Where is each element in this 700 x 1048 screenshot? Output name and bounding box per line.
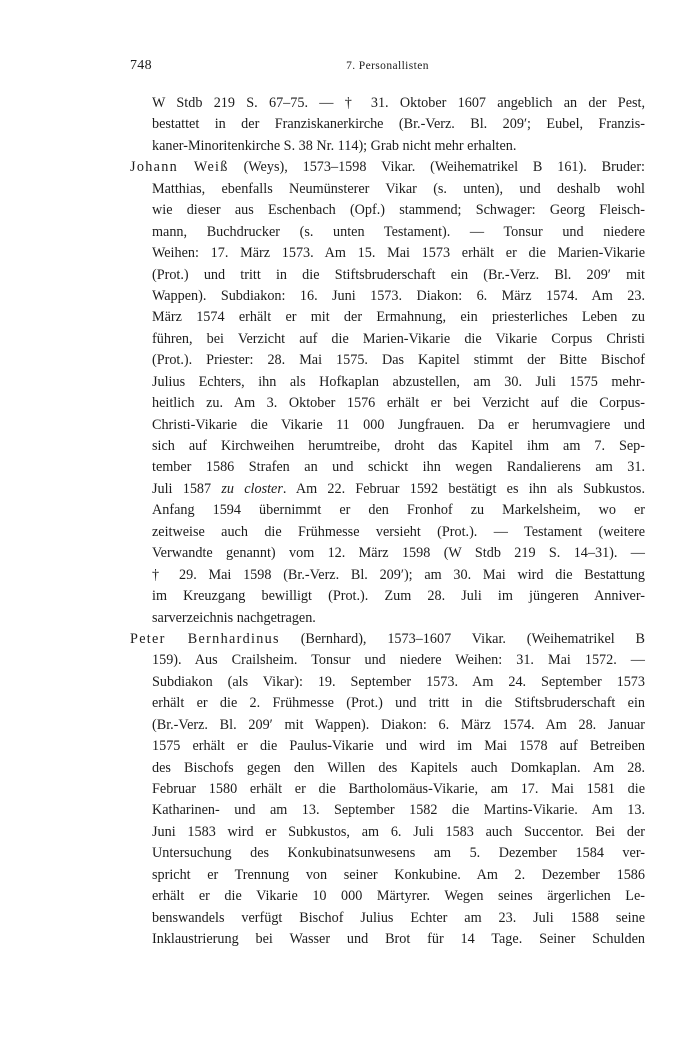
text-line: (Prot.). Priester: 28. Mai 1575. Das Kapitel stimmt der Bitte Bischof <box>152 352 645 369</box>
text-line: Julius Echters, ihn als Hofkaplan abzustellen, am 30. Juli 1575 mehr- <box>152 373 645 390</box>
entry-first-line <box>130 629 645 650</box>
text-line: März 1574 erhält er mit der Ermahnung, ein priesterliches Leben zu <box>152 309 645 326</box>
text-line: zeitweise auch die Frühmesse versieht (Prot.). — Testament (weitere <box>152 523 645 540</box>
text-line: Inklaustrierung bei Wasser und Brot für 14 Tage. Seiner Schulden <box>152 931 645 948</box>
text-line: mann, Buchdrucker (s. unten Testament). — Tonsur und niedere <box>152 223 645 240</box>
text-line: heitlich zu. Am 3. Oktober 1576 erhält er bei Verzicht auf die Corpus- <box>152 395 645 412</box>
text-line: erhält er die Vikarie 10 000 Märtyrer. Wegen seines ärgerlichen Le- <box>152 888 645 905</box>
text-line: 1575 erhält er die Paulus-Vikarie und wird im Mai 1578 auf Betreiben <box>152 738 645 755</box>
text-line: Verwandte genannt) vom 12. März 1598 (W Stdb 219 S. 14–31). — <box>152 545 645 562</box>
running-head: 7. Personallisten <box>346 60 429 72</box>
entry-first-line <box>130 157 645 178</box>
text-line: spricht er Trennung von seiner Konkubine. Am 2. Dezember 1586 <box>152 866 645 883</box>
text-line: Juni 1583 wird er Subkustos, am 6. Juli 1583 auch Succentor. Bei der <box>152 823 645 840</box>
text-line: sich auf Kirchweihen herumtreibe, droht das Kapitel ihm am 7. Sep- <box>152 438 645 454</box>
person-name: Peter Bernhardinus <box>130 630 280 647</box>
text-line: erhält er die 2. Frühmesse (Prot.) und tritt in die Stiftsbruderschaft ein <box>152 695 645 712</box>
person-name: Johann Weiß <box>130 159 229 176</box>
body-text <box>130 93 645 951</box>
text-line: Wappen). Subdiakon: 16. Juni 1573. Diakon: 6. März 1574. Am 23. <box>152 287 645 304</box>
text-line: (Prot.) und tritt in die Stiftsbruderschaft ein (Br.-Verz. Bl. 209′ mit <box>152 266 645 283</box>
quoted-phrase: zu closter <box>221 480 283 497</box>
text-line: Februar 1580 erhält er die Bartholomäus-Vikarie, am 17. Mai 1581 die <box>152 781 645 797</box>
entry-text: (Bernhard), 1573–1607 Vikar. (Weihematrikel B <box>279 630 645 647</box>
entry-text: (Weys), 1573–1598 Vikar. (Weihematrikel B 161). Bruder: <box>228 159 645 176</box>
text-line: Christi-Vikarie die Vikarie 11 000 Jungfrauen. Da er herumvagiere und <box>152 416 645 433</box>
text-line: im Kreuzgang bewilligt (Prot.). Zum 28. Juli im jüngeren Anniver- <box>152 588 645 605</box>
page-number: 748 <box>130 58 152 73</box>
text-line: wie dieser aus Eschenbach (Opf.) stammend; Schwager: Georg Fleisch- <box>152 202 645 219</box>
text-line: (Br.-Verz. Bl. 209′ mit Wappen). Diakon: 6. März 1574. Am 28. Januar <box>152 716 645 733</box>
text-line: W Stdb 219 S. 67–75. — † 31. Oktober 1607 angeblich an der Pest, <box>152 95 645 111</box>
text-line: des Bischofs gegen den Willen des Kapitels auch Domkaplan. Am 28. <box>152 759 645 776</box>
text-run: Juli 1587 <box>152 480 222 497</box>
text-line: Weihen: 17. März 1573. Am 15. Mai 1573 erhält er die Marien-Vikarie <box>152 245 645 262</box>
page-header <box>130 58 645 78</box>
text-line: tember 1586 Strafen an und schickt ihn wegen Randalierens am 31. <box>152 459 645 476</box>
text-line: Untersuchung des Konkubinatsunwesens am 5. Dezember 1584 ver- <box>152 845 645 862</box>
text-line <box>130 479 645 500</box>
text-line: benswandels verfügt Bischof Julius Echter am 23. Juli 1588 seine <box>152 909 645 926</box>
text-line: † 29. Mai 1598 (Br.-Verz. Bl. 209′); am 30. Mai wird die Bestattung <box>152 566 645 583</box>
text-line: 159). Aus Crailsheim. Tonsur und niedere Weihen: 31. Mai 1572. — <box>152 652 645 669</box>
text-line: Katharinen- und am 13. September 1582 die Martins-Vikarie. Am 13. <box>152 802 645 819</box>
text-line: kaner-Minoritenkirche S. 38 Nr. 114); Grab nicht mehr erhalten. <box>152 137 517 154</box>
text-line: bestattet in der Franziskanerkirche (Br.-Verz. Bl. 209′; Eubel, Franzis- <box>152 116 645 133</box>
text-line: Matthias, ebenfalls Neumünsterer Vikar (s. unten), und deshalb wohl <box>152 180 645 197</box>
text-line: führen, bei Verzicht auf die Marien-Vikarie die Vikarie Corpus Christi <box>152 330 645 347</box>
text-line: Subdiakon (als Vikar): 19. September 1573. Am 24. September 1573 <box>152 673 645 690</box>
text-line: Anfang 1594 übernimmt er den Fronhof zu Markelsheim, wo er <box>152 502 645 519</box>
text-line: sarverzeichnis nachgetragen. <box>152 609 316 626</box>
text-run: . Am 22. Februar 1592 bestätigt es ihn als Subkustos. <box>282 480 646 497</box>
